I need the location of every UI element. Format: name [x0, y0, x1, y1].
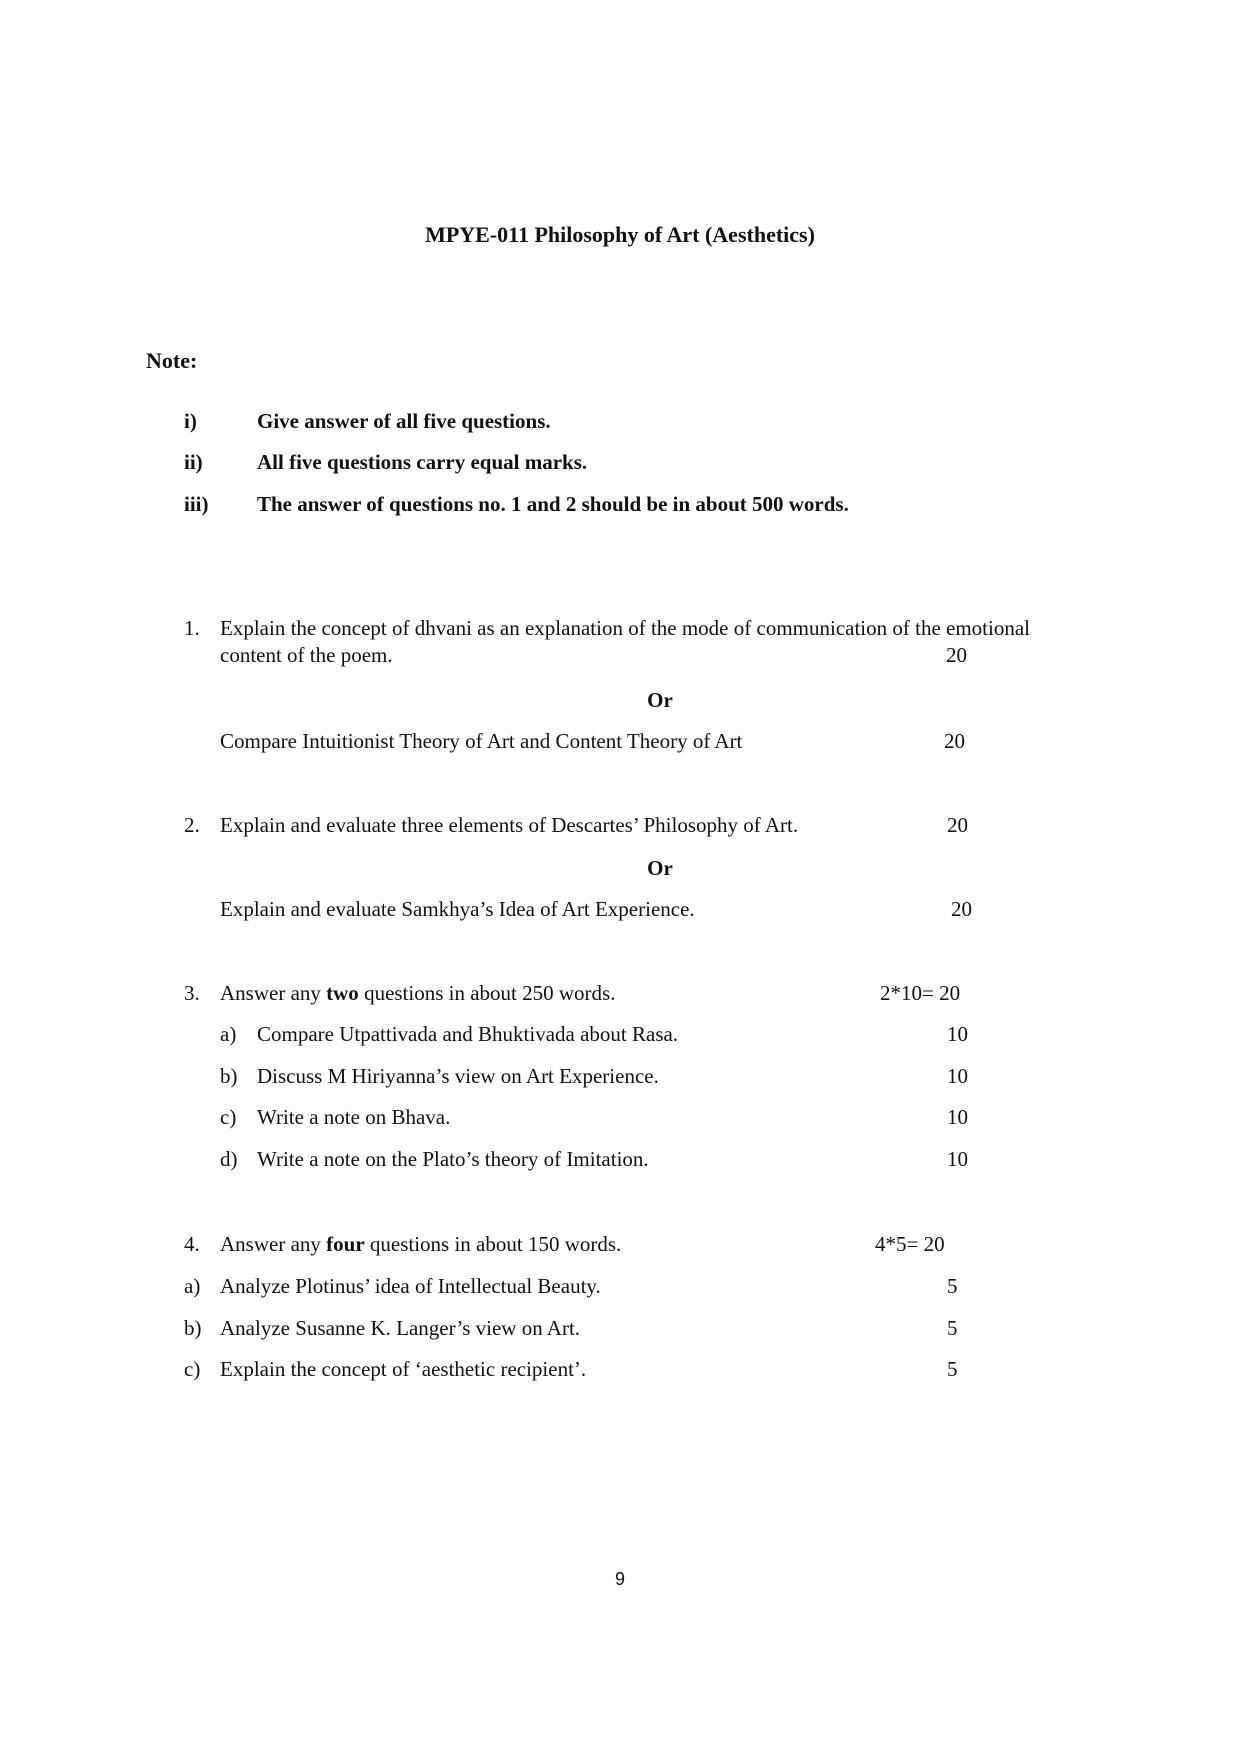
sub-question-text: Analyze Susanne K. Langer’s view on Art.: [220, 1316, 581, 1340]
sub-question-marks: 10: [947, 1022, 968, 1046]
question-text-pre: Answer any: [220, 1232, 327, 1256]
question-number: 3.: [184, 981, 200, 1005]
sub-question-letter: c): [184, 1357, 201, 1381]
sub-question-text: Analyze Plotinus’ idea of Intellectual Beauty.: [220, 1274, 601, 1298]
question-number: 4.: [184, 1232, 200, 1256]
sub-question-letter: a): [220, 1022, 237, 1046]
question-number: 1.: [184, 616, 200, 640]
question-text-line: Explain the concept of dhvani as an explanation of the mode of communication of the emotional: [220, 616, 1031, 640]
sub-question-text: Discuss M Hiriyanna’s view on Art Experience.: [257, 1064, 659, 1088]
question-text-post: questions in about 150 words.: [364, 1232, 622, 1256]
question-text-line: content of the poem.: [220, 643, 393, 667]
question-alternative-text: Explain and evaluate Samkhya’s Idea of Art Experience.: [220, 897, 695, 921]
note-item-text: Give answer of all five questions.: [257, 409, 551, 433]
or-separator: Or: [647, 688, 673, 712]
note-item-number: i): [184, 409, 197, 433]
sub-question-text: Write a note on the Plato’s theory of Imitation.: [257, 1147, 649, 1171]
question-alternative-text: Compare Intuitionist Theory of Art and Content Theory of Art: [220, 729, 743, 753]
note-item-number: iii): [184, 492, 209, 516]
sub-question-text: Write a note on Bhava.: [257, 1105, 451, 1129]
question-marks: 20: [944, 729, 965, 753]
note-label: Note:: [146, 348, 198, 373]
sub-question-marks: 5: [947, 1316, 958, 1340]
sub-question-marks: 10: [947, 1147, 968, 1171]
question-text-emphasis: two: [326, 981, 359, 1005]
sub-question-marks: 10: [947, 1064, 968, 1088]
sub-question-letter: d): [220, 1147, 238, 1171]
question-text-emphasis: four: [326, 1232, 365, 1256]
note-item-text: The answer of questions no. 1 and 2 should be in about 500 words.: [257, 492, 849, 516]
sub-question-letter: b): [184, 1316, 202, 1340]
question-marks: 4*5= 20: [875, 1232, 945, 1256]
sub-question-letter: c): [220, 1105, 237, 1129]
sub-question-marks: 10: [947, 1105, 968, 1129]
question-text-pre: Answer any: [220, 981, 327, 1005]
sub-question-marks: 5: [947, 1357, 958, 1381]
note-item-text: All five questions carry equal marks.: [257, 450, 588, 474]
sub-question-text: Compare Utpattivada and Bhuktivada about Rasa.: [257, 1022, 679, 1046]
page-title: MPYE-011 Philosophy of Art (Aesthetics): [425, 222, 815, 247]
question-number: 2.: [184, 813, 200, 837]
sub-question-text: Explain the concept of ‘aesthetic recipient’.: [220, 1357, 587, 1381]
question-text: [220, 983, 615, 1004]
question-text-post: questions in about 250 words.: [358, 981, 616, 1005]
note-item-number: ii): [184, 450, 203, 474]
or-separator: Or: [647, 856, 673, 880]
page-number: 9: [614, 1569, 625, 1589]
sub-question-letter: b): [220, 1064, 238, 1088]
question-marks: 20: [946, 643, 967, 667]
question-marks: 20: [947, 813, 968, 837]
question-text: Explain and evaluate three elements of Descartes’ Philosophy of Art.: [220, 813, 799, 837]
question-text: [220, 1234, 621, 1255]
question-marks: 2*10= 20: [880, 981, 961, 1005]
sub-question-letter: a): [184, 1274, 201, 1298]
sub-question-marks: 5: [947, 1274, 958, 1298]
question-marks: 20: [951, 897, 972, 921]
